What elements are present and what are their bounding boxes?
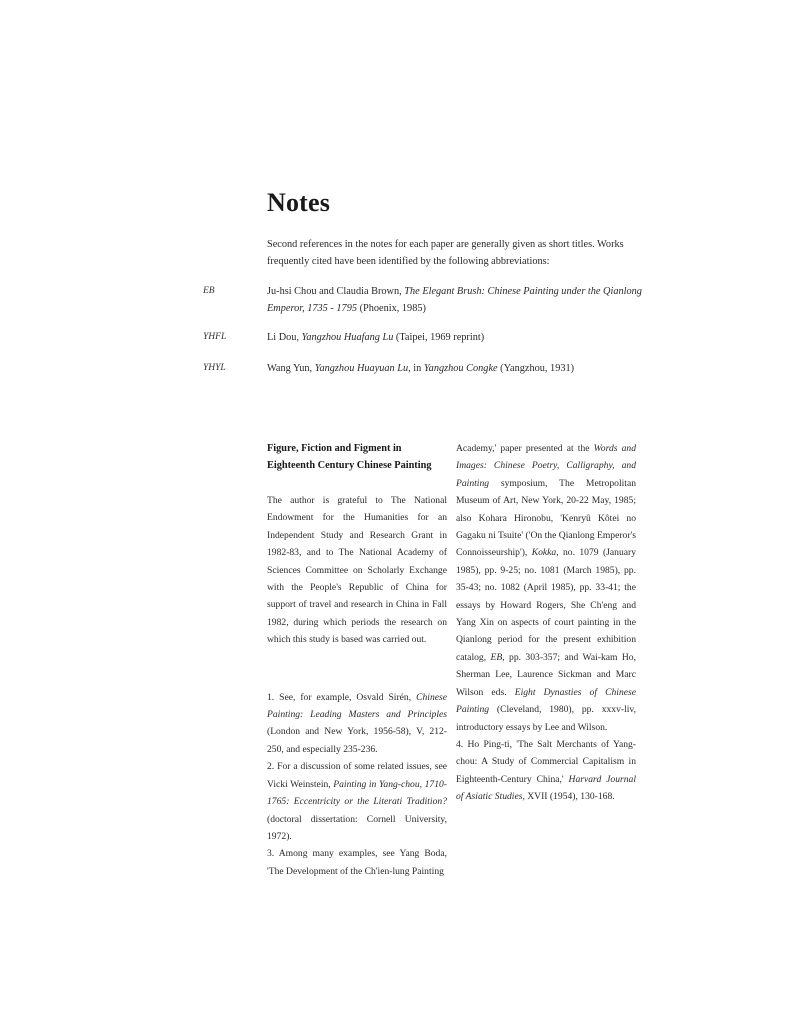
abbreviation-definition: Ju-hsi Chou and Claudia Brown, The Elegant Brush: Chinese Painting under the Qianlong Emperor, 1735 - 1795 (Phoenix, 1985): [267, 286, 642, 314]
note-4: 4. Ho Ping-ti, 'The Salt Merchants of Yang-chou: A Study of Commercial Capitalism in Eighteenth-Century China,' Harvard Journal of Asiatic Studies, XVII (1954), 130-168.: [456, 738, 636, 803]
note-1: 1. See, for example, Osvald Sirén, Chinese Painting: Leading Masters and Principles (London and New York, 1956-58), V, 212-250, and especially 235-236.: [267, 691, 447, 755]
abbreviation-key: YHFL: [203, 332, 227, 342]
abbreviation-definition: Li Dou, Yangzhou Huafang Lu (Taipei, 1969 reprint): [267, 332, 485, 343]
abbreviation-key: YHYL: [203, 363, 226, 373]
acknowledgment-paragraph: The author is grateful to The National Endowment for the Humanities for an Independent Study and Research Grant in 1982-83, and to The National Academy of Sciences Committee on Scholarly Exchange with the People's Republic of China for support of travel and research in China in Fall 1982, during which periods the research on which this study is based was carried out.: [267, 495, 447, 646]
section-heading: Figure, Fiction and Figment in Eighteenth Century Chinese Painting: [267, 443, 432, 471]
page-title: Notes: [267, 188, 331, 217]
notes-column-right: [456, 440, 636, 806]
note-3: Academy,' paper presented at the Words and Images: Chinese Poetry, Calligraphy, and Painting symposium, The Metropolitan Museum of Art, New York, 20-22 May, 1985; also Kohara Hironobu, 'Kenryû Kôtei no Gagaku ni Tsuite' ('On the Qianlong Emperor's Connoisseurship'), Kokka, no. 1079 (January 1985), pp. 9-25; no. 1081 (March 1985), pp. 35-43; no. 1082 (April 1985), pp. 33-41; the essays by Howard Rogers, She Ch'eng and Yang Xin on aspects of court painting in the Qianlong period for the present exhibition catalog, EB, pp. 303-357; and Wai-kam Ho, Sherman Lee, Laurence Sickman and Marc Wilson eds. Eight Dynasties of Chinese Painting (Cleveland, 1980), pp. xxxv-liv, introductory essays by Lee and Wilson.: [456, 443, 636, 733]
note-2: 2. For a discussion of some related issues, see Vicki Weinstein, Painting in Yang-chou, 1710-1765: Eccentricity or the Literati Tradition? (doctoral dissertation: Cornell University, 1972).: [267, 761, 447, 842]
notes-column-left: [267, 440, 447, 880]
note-3: 3. Among many examples, see Yang Boda, 'The Development of the Ch'ien-lung Painting: [267, 848, 447, 877]
intro-paragraph: Second references in the notes for each paper are generally given as short titles. Works frequently cited have been identified by the following abbreviations:: [267, 239, 624, 267]
abbreviation-definition: Wang Yun, Yangzhou Huayuan Lu, in Yangzhou Congke (Yangzhou, 1931): [267, 363, 575, 374]
abbreviation-key: EB: [203, 286, 215, 296]
